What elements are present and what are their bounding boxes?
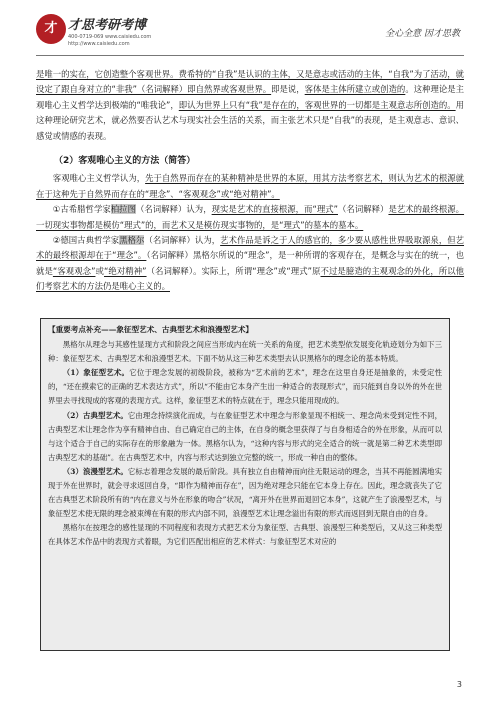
logo-url: http://www.caisiedu.com <box>68 41 130 47</box>
underlined-run: 即认为世界上只有“我”是存在的，客观世界的一切都是主观意志所创造的。 <box>178 99 456 110</box>
page-header <box>0 0 500 66</box>
underlined-run: 现实是艺术的直接根源，而“理式” <box>211 204 338 215</box>
text-run: （名词解释）黑格尔所说的“理念”，是一种所谓的客观存在，是概念与实在的统一，也就是 <box>36 250 464 276</box>
page-number: 3 <box>456 680 462 689</box>
box-romantic <box>48 465 442 521</box>
section-title: （2）客观唯心主义的方法（简答） <box>54 156 196 167</box>
paragraph-subjective <box>36 67 464 144</box>
underlined-run: 是唯一的实在，它创造整个客观世界。费希特的“自我”是认识的主体，又是意志或活动的主体，“自我”为了活动，就设定了跟自身对立的“非我”（名词解释）即自然界或客观世界。 <box>36 69 464 95</box>
text-run: （名词解释） <box>337 204 389 215</box>
underlined-run: 不过是臆造的主观观念的外化，所以他们考察艺术的方法仍是唯心主义的。 <box>36 265 465 292</box>
text-run: （名词解释）。实际上，所谓“理念”或“理式”原 <box>146 265 321 276</box>
text-run: ②德国古典哲学家 <box>52 235 120 246</box>
box-title: 【重要考点补充——象征型艺术、古典型艺术和浪漫型艺术】 <box>48 325 254 334</box>
paragraph-plato <box>36 202 464 233</box>
classical-heading: （2）古典型艺术。 <box>62 410 128 420</box>
symbolic-heading: （1）象征型艺术。 <box>62 368 130 378</box>
logo-mark: 才 <box>36 14 66 44</box>
text-run: （名词解释）认为， <box>144 235 221 246</box>
romantic-heading: （3）浪漫型艺术。 <box>62 466 128 476</box>
underlined-run: 先于自然界而存在的某种精神是世界的本原，用其方法考察艺术，则认为艺术的根源就在于这种先于自然界而存在的“理念”、“客观观念”或“绝对精神”。 <box>36 173 465 199</box>
underlined-run: “绝对精神” <box>103 265 147 276</box>
highlighted-name: 黑格尔 <box>119 235 145 246</box>
text-run: 即是说， <box>271 84 305 95</box>
underlined-run: “客观观念” <box>52 265 96 276</box>
highlighted-name: 柏拉图 <box>110 204 136 215</box>
header-motto: 全心全意 因才思教 <box>385 29 460 39</box>
symbolic-body: 它位于理念发展的初级阶段，被称为“艺术前的艺术”，理念在这里自身还是抽象的，未受定性的，“还在摸索它的正确的艺术表达方式”，所以“不能由它本身产生出一种适合的表现形式”，而只能到自身以外的外在世界里去寻找现成的客观的表现方式。这样，象征型艺术的特点就在于，理念只能用现成的。 <box>48 368 442 406</box>
main-text <box>36 67 464 295</box>
paragraph-hegel <box>36 233 464 295</box>
text-run: ①古希腊哲学家 <box>52 204 111 215</box>
underlined-run: 艺术作品是诉之于人的感官的，多少要从感性世界吸取源泉，但艺术的最终根源却在于“理念”。 <box>36 235 465 261</box>
text-run: 用这种理论研究艺术，就必然要否认艺术与现实社会生活的关系，而主张艺术只是“自我”的表现，是主观意志、意识、感觉或情感的表现。 <box>36 99 464 141</box>
logo-name: 才思考研考博 <box>68 18 147 33</box>
box-classical <box>48 409 442 465</box>
paragraph-objective <box>36 171 464 202</box>
text-run: 或 <box>95 265 104 276</box>
logo-phone: 400-0719-069 www.caisiedu.com <box>68 34 152 40</box>
header-divider <box>36 55 464 56</box>
classical-body: 它由理念持续演化而成，与在象征型艺术中理念与形象显现不相统一、理念尚未受到定性不同，古典型艺术让理念作为享有精神自由、自己确定自己的主体，在自身的概念里获得了与自身相适合的外在形象，从而可以与这个适合于自己的实际存在的形象融为一体。黑格尔认为，“这种内容与形式的完全适合的统一就是第二种艺术类型即古典型艺术的基础”。在古典型艺术中，内容与形式达到独立完整的统一，形成一种自由的整体。 <box>48 410 442 462</box>
box-closing: 黑格尔在按理念的感性显现的不同程度和表现方式把艺术分为象征型、古典型、浪漫型三种类型后，又从这三种类型在具体艺术作品中的表现方式着眼，为它们匹配出相应的艺术样式：与象征型艺术对应的 <box>48 523 442 547</box>
romantic-body: 它标志着理念发展的最后阶段。具有独立自由精神而向往无限运动的理念，当其不再能圆满地实现于外在世界时，就会寻求返回自身，“即作为精神而存在”，因为绝对理念只能在它本身上存在。因此，理念就丧失了它在古典型艺术阶段所有的“内在意义与外在形象的吻合”状况，“离开外在世界而退回它本身”，这就产生了浪漫型艺术，与象征型艺术使无限的理念被束缚在有限的形式内部不同，浪漫型艺术让理念溢出有限的形式而返回到无限自由的自身。 <box>48 466 442 519</box>
underlined-run: 是艺术的最终根源。一切现实事物都是模仿“理式”的，而艺术又是模仿现实事物的，是“理式”的墓本的墓本。 <box>36 204 465 230</box>
supplement-box <box>40 318 450 651</box>
box-symbolic <box>48 366 442 408</box>
text-run: （名词解释）认为， <box>135 204 212 215</box>
box-intro: 黑格尔从理念与其感性显现方式和阶段之间应当形成内在统一关系的角度，把艺术类型依发展变化轨迹划分为如下三种：象征型艺术、古典型艺术和浪漫型艺术。下面不妨从这三种艺术类型去认识黑格尔的理念论的基本特质。 <box>48 340 442 364</box>
text-run: 客观唯心主义哲学认为， <box>52 173 146 184</box>
underlined-run: 客体是主体所建立或创造的 <box>304 84 406 95</box>
text-run: 。这种理论是主观唯心主义哲学达到极端的“唯我论”， <box>36 84 465 110</box>
